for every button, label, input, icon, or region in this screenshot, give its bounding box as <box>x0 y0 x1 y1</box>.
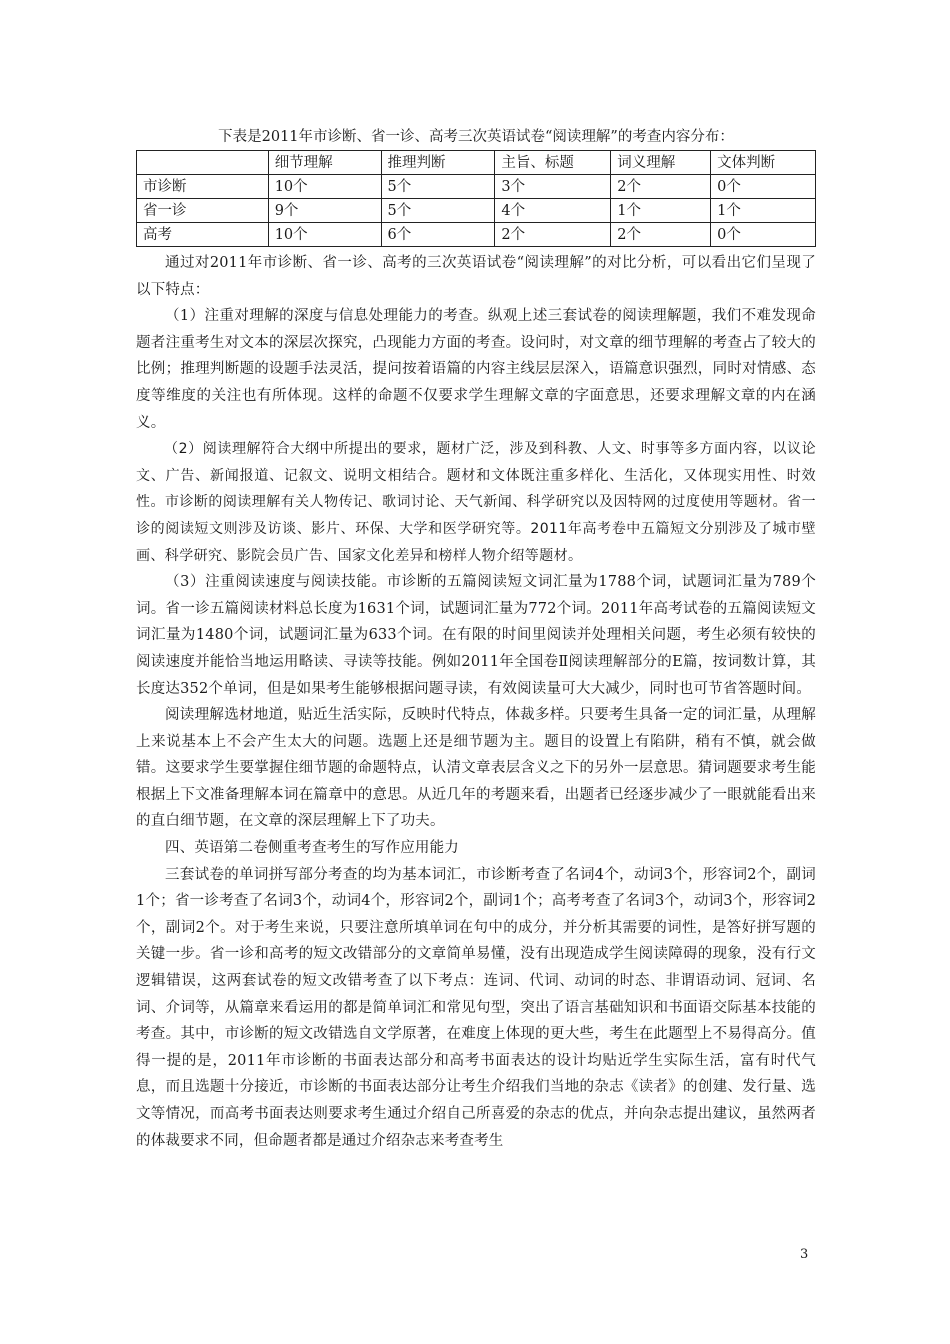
paragraph-intro: 通过对2011年市诊断、省一诊、高考的三次英语试卷“阅读理解”的对比分析，可以看出它们呈现了以下特点： <box>136 255 816 298</box>
table-cell: 3个 <box>495 175 611 199</box>
table-cell: 5个 <box>381 175 495 199</box>
paragraph-writing: 三套试卷的单词拼写部分考查的均为基本词汇，市诊断考查了名词4个，动词3个，形容词2个，副词1个；省一诊考查了名词3个，动词4个，形容词2个，副词1个；高考考查了名词3个，动词3个，形容词2个，副词2个。对于考生来说，只要注意所填单词在句中的成分，并分析其需要的词性，是答好拼写题的关键一步。省一诊和高考的短文改错部分的文章简单易懂，没有出现造成学生阅读障碍的现象，没有行文逻辑错误，这两套试卷的短文改错考查了以下考点：连词、代词、动词的时态、非谓语动词、冠词、名词、介词等，从篇章来看运用的都是简单词汇和常见句型，突出了语言基础知识和书面语交际基本技能的考查。其中，市诊断的短文改错选自文学原著，在难度上体现的更大些，考生在此题型上不易得高分。值得一提的是，2011年市诊断的书面表达部分和高考书面表达的设计均贴近学生实际生活，富有时代气息，而且选题十分接近，市诊断的书面表达部分让考生介绍我们当地的杂志《读者》的创建、发行量、选文等情况，而高考书面表达则要求考生通过介绍自己所喜爱的杂志的优点，并向杂志提出建议，虽然两者的体裁要求不同，但命题者都是通过介绍杂志来考查考生 <box>136 866 816 1149</box>
table-header-cell: 文体判断 <box>711 151 816 175</box>
table-cell: 6个 <box>381 223 495 247</box>
table-header-cell: 主旨、标题 <box>495 151 611 175</box>
table-header-cell: 细节理解 <box>268 151 381 175</box>
table-cell: 4个 <box>495 199 611 223</box>
body-text <box>136 250 816 1154</box>
table-cell: 10个 <box>268 175 381 199</box>
paragraph-point-2: （2）阅读理解符合大纲中所提出的要求，题材广泛，涉及到科教、人文、时事等多方面内容，以议论文、广告、新闻报道、记叙文、说明文相结合。题材和文体既注重多样化、生活化，又体现实用性、时效性。市诊断的阅读理解有关人物传记、歌词讨论、天气新闻、科学研究以及因特网的过度使用等题材。省一诊的阅读短文则涉及访谈、影片、环保、大学和医学研究等。2011年高考卷中五篇短文分别涉及了城市壁画、科学研究、影院会员广告、国家文化差异和榜样人物介绍等题材。 <box>136 441 816 564</box>
table-header-cell: 推理判断 <box>381 151 495 175</box>
table-cell: 5个 <box>381 199 495 223</box>
paragraph-point-1: （1）注重对理解的深度与信息处理能力的考查。纵观上述三套试卷的阅读理解题，我们不难发现命题者注重考生对文本的深层次探究，凸现能力方面的考查。设问时，对文章的细节理解的考查占了较大的比例；推理判断题的设题手法灵活，提问按着语篇的内容主线层层深入，语篇意识强烈，同时对情感、态度等维度的关注也有所体现。这样的命题不仅要求学生理解文章的字面意思，还要求理解文章的内在涵义。 <box>136 308 816 431</box>
table-cell: 9个 <box>268 199 381 223</box>
table-cell: 2个 <box>611 175 711 199</box>
table-cell: 2个 <box>495 223 611 247</box>
table-header-row <box>137 151 816 175</box>
reading-comprehension-table <box>136 150 816 247</box>
section-heading: 四、英语第二卷侧重考查考生的写作应用能力 <box>165 840 459 857</box>
paragraph-summary: 阅读理解选材地道，贴近生活实际，反映时代特点，体裁多样。只要考生具备一定的词汇量，从理解上来说基本上不会产生太大的问题。选题上还是细节题为主。题目的设置上有陷阱，稍有不慎，就会做错。这要求学生要掌握住细节题的命题特点，认清文章表层含义之下的另外一层意思。猜词题要求考生能根据上下文准备理解本词在篇章中的意思。从近几年的考题来看，出题者已经逐步减少了一眼就能看出来的直白细节题，在文章的深层理解上下了功夫。 <box>136 707 816 830</box>
table-row <box>137 223 816 247</box>
table-cell: 10个 <box>268 223 381 247</box>
table-header-cell <box>137 151 269 175</box>
table-header-cell: 词义理解 <box>611 151 711 175</box>
table-cell: 1个 <box>711 199 816 223</box>
table-row <box>137 199 816 223</box>
paragraph-point-3: （3）注重阅读速度与阅读技能。市诊断的五篇阅读短文词汇量为1788个词，试题词汇量为789个词。省一诊五篇阅读材料总长度为1631个词，试题词汇量为772个词。2011年高考试卷的五篇阅读短文词汇量为1480个词，试题词汇量为633个词。在有限的时间里阅读并处理相关问题，考生必须有较快的阅读速度并能恰当地运用略读、寻读等技能。例如2011年全国卷Ⅱ阅读理解部分的E篇，按词数计算，其长度达352个单词，但是如果考生能够根据问题寻读，有效阅读量可大大减少，同时也可节省答题时间。 <box>136 574 816 697</box>
table-cell: 省一诊 <box>137 199 269 223</box>
table-cell: 2个 <box>611 223 711 247</box>
table-cell: 0个 <box>711 175 816 199</box>
page-number: 3 <box>800 1247 809 1262</box>
table-row <box>137 175 816 199</box>
table-cell: 高考 <box>137 223 269 247</box>
table-cell: 市诊断 <box>137 175 269 199</box>
document-page <box>136 126 816 1154</box>
table-cell: 1个 <box>611 199 711 223</box>
table-cell: 0个 <box>711 223 816 247</box>
table-caption: 下表是2011年市诊断、省一诊、高考三次英语试卷“阅读理解”的考查内容分布： <box>218 129 734 145</box>
